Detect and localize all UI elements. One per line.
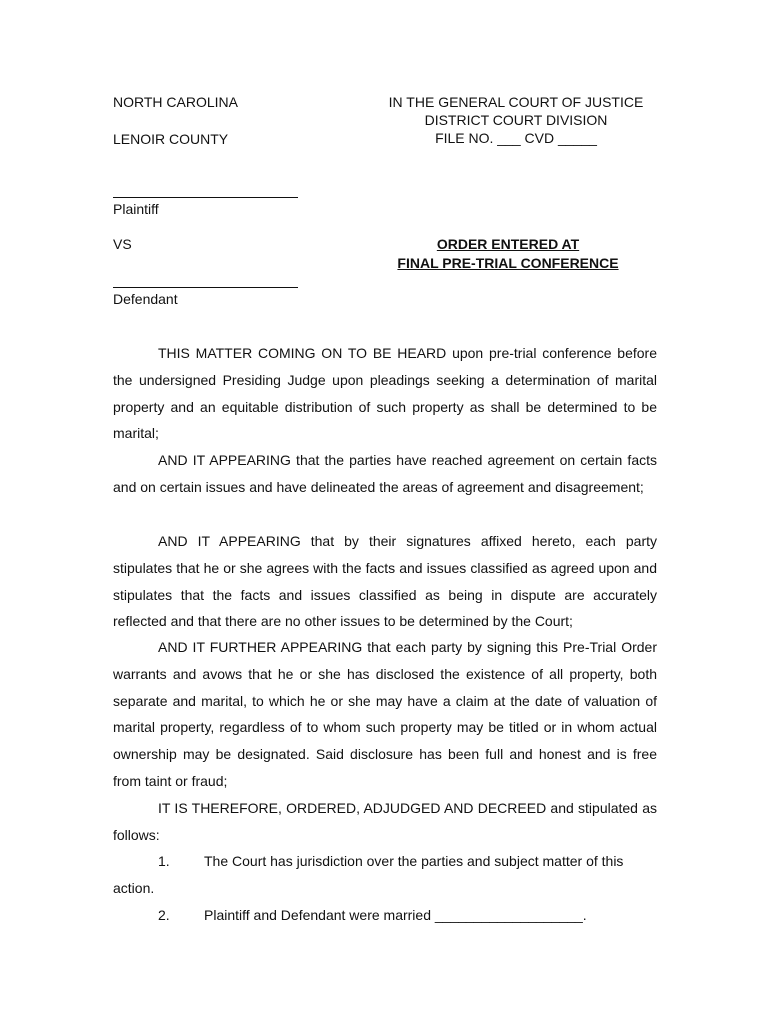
defendant-label: Defendant [113,291,178,307]
state-label: NORTH CAROLINA [113,94,238,110]
item-1-text: The Court has jurisdiction over the parties and subject matter of this [204,853,624,869]
item-2-number: 2. [158,907,170,923]
file-number: FILE NO. ___ CVD _____ [435,130,597,146]
plaintiff-label: Plaintiff [113,201,159,217]
paragraph-ordered: IT IS THEREFORE, ORDERED, ADJUDGED AND DECREED and stipulated as follows: [113,800,657,843]
defendant-blank-line [113,287,298,288]
versus-label: VS [113,236,132,252]
order-title-line2: FINAL PRE-TRIAL CONFERENCE [397,255,619,271]
county-label: LENOIR COUNTY [113,131,229,147]
paragraph-matter-heard: THIS MATTER COMING ON TO BE HEARD upon pre-trial conference before the undersigned Presiding Judge upon pleadings seeking a determination of marital property and an equitable distribution of such property as shall be determined to be marital; [113,345,657,442]
division-label: DISTRICT COURT DIVISION [424,112,608,128]
order-title-line1: ORDER ENTERED AT [436,236,580,252]
paragraph-disclosure: AND IT FURTHER APPEARING that each party by signing this Pre-Trial Order warrants and avows that he or she has disclosed the existence of all property, both separate and marital, to which he or she may have a claim at the date of valuation of marital property, regardless of to whom such property may be titled or in whom actual ownership may be designated. Said disclosure has been full and honest and is free from taint or fraud; [113,639,657,789]
item-1-number: 1. [158,853,170,869]
paragraph-agreement: AND IT APPEARING that the parties have reached agreement on certain facts and on certain issues and have delineated the areas of agreement and disagreement; [113,452,657,495]
item-2-text: Plaintiff and Defendant were married ___________________. [204,907,587,923]
court-label: IN THE GENERAL COURT OF JUSTICE [388,94,644,110]
plaintiff-blank-line [113,197,298,198]
paragraph-stipulation: AND IT APPEARING that by their signatures affixed hereto, each party stipulates that he or she agrees with the facts and issues classified as agreed upon and stipulates that the facts and issues classified as being in dispute are accurately reflected and that there are no other issues to be determined by the Court; [113,533,657,630]
item-1-continuation: action. [113,880,155,896]
